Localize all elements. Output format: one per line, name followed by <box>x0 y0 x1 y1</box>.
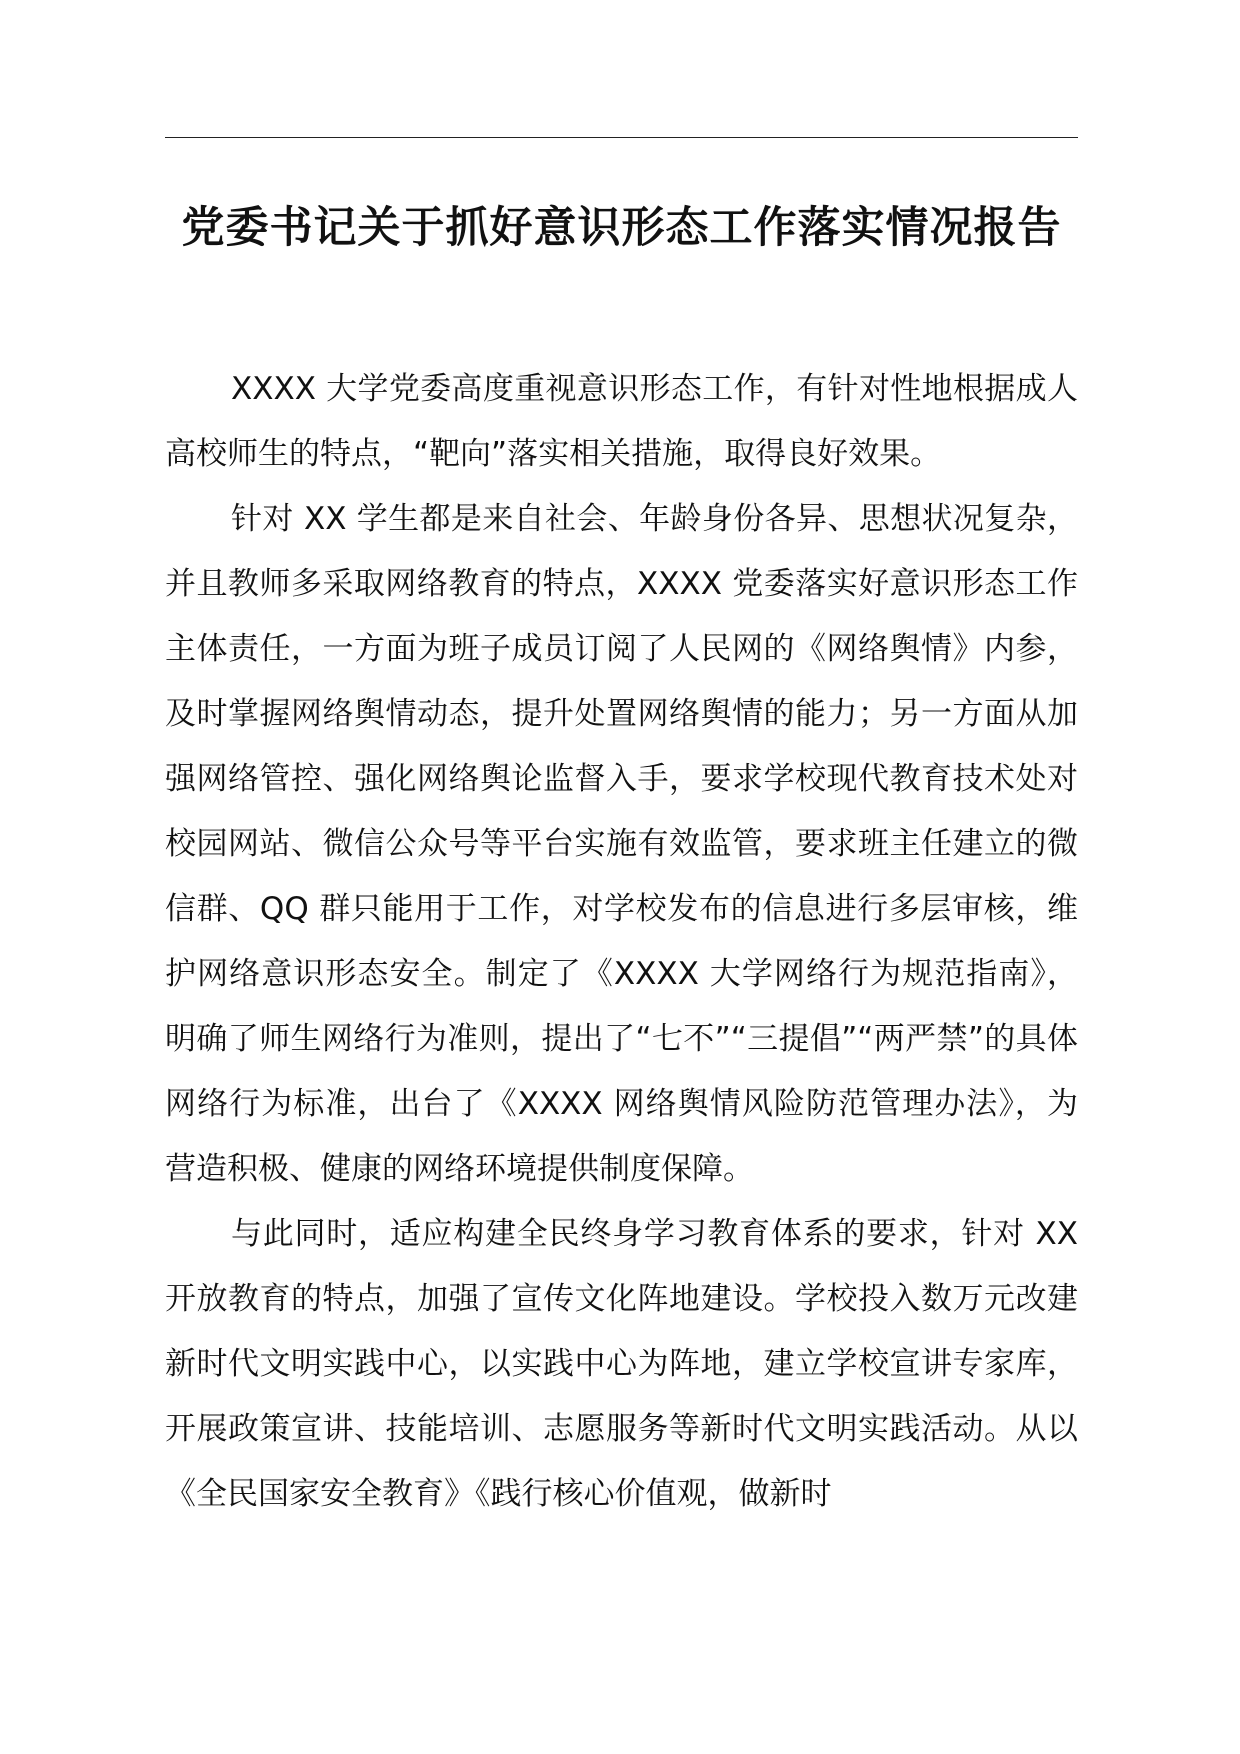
header-rule <box>165 137 1078 138</box>
document-title: 党委书记关于抓好意识形态工作落实情况报告 <box>181 203 1062 253</box>
paragraph-culture-construction: 与此同时，适应构建全民终身学习教育体系的要求，针对 XX 开放教育的特点，加强了宣传文化阵地建设。学校投入数万元改建新时代文明实践中心，以实践中心为阵地，建立学校宣讲专家库，开展政策宣讲、技能培训、志愿服务等新时代文明实践活动。从以《全民国家安全教育》《践行核心价值观，做新时 <box>165 1216 1078 1512</box>
paragraph-intro: XXXX 大学党委高度重视意识形态工作，有针对性地根据成人高校师生的特点，“靶向”落实相关措施，取得良好效果。 <box>165 371 1078 472</box>
paragraph-network-management: 针对 XX 学生都是来自社会、年龄身份各异、思想状况复杂，并且教师多采取网络教育的特点，XXXX 党委落实好意识形态工作主体责任，一方面为班子成员订阅了人民网的《网络舆情》内参，及时掌握网络舆情动态，提升处置网络舆情的能力；另一方面从加强网络管控、强化网络舆论监督入手，要求学校现代教育技术处对校园网站、微信公众号等平台实施有效监管，要求班主任建立的微信群、QQ 群只能用于工作，对学校发布的信息进行多层审核，维护网络意识形态安全。制定了《XXXX 大学网络行为规范指南》，明确了师生网络行为准则，提出了“七不”“三提倡”“两严禁”的具体网络行为标准，出台了《XXXX 网络舆情风险防范管理办法》，为营造积极、健康的网络环境提供制度保障。 <box>165 501 1078 1187</box>
document-body <box>165 357 1078 1527</box>
